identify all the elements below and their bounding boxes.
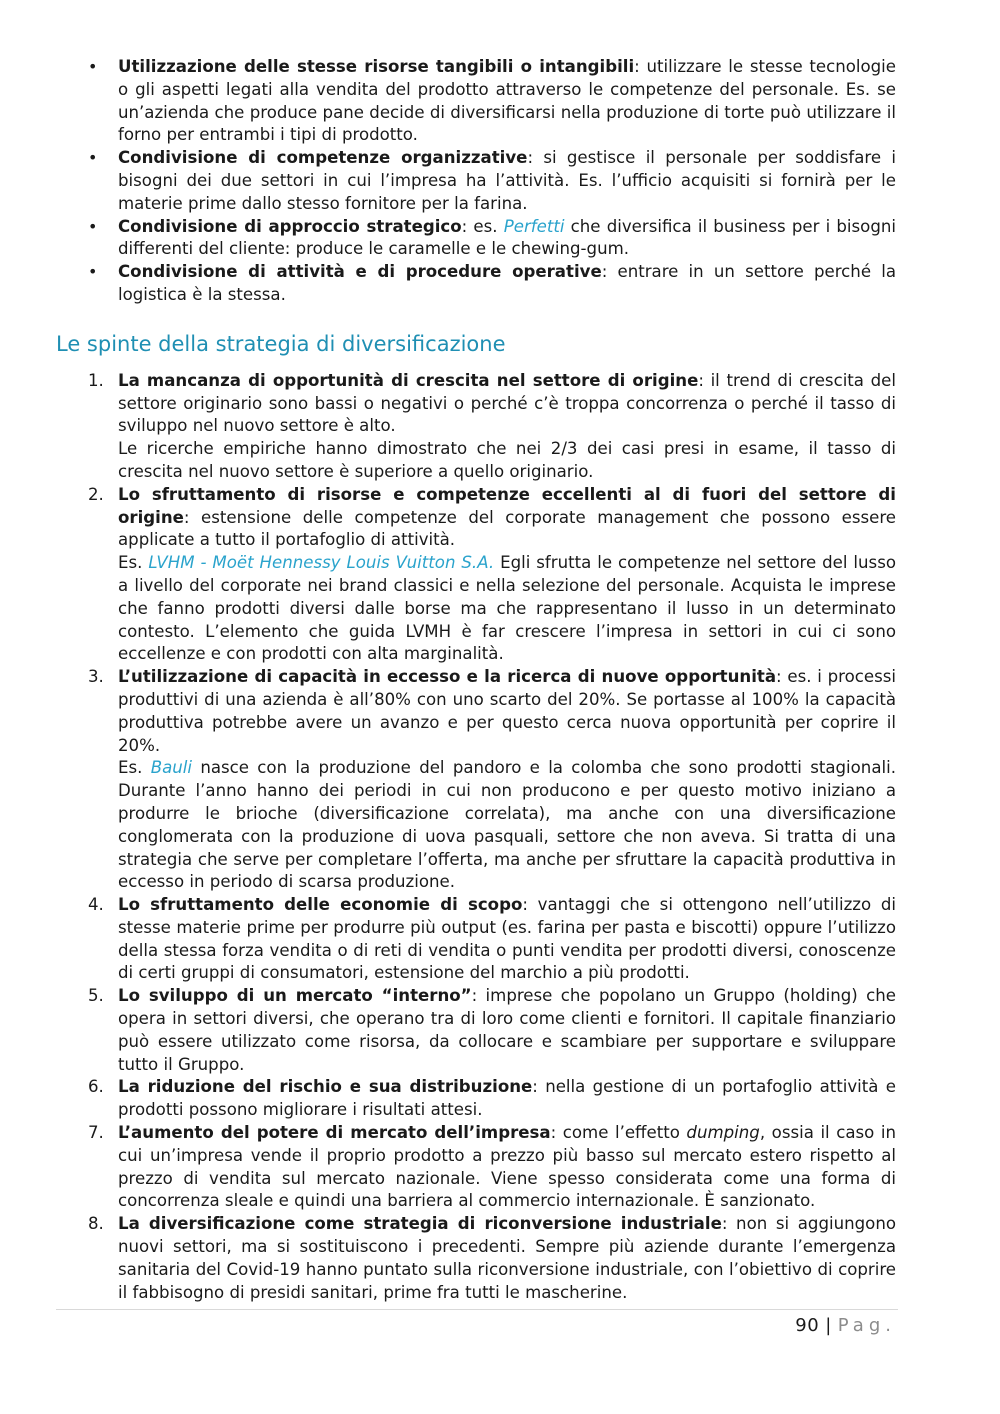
- item-paragraph: [118, 894, 896, 985]
- list-item: [88, 894, 896, 985]
- item-text: : es. i processi produttivi di una azienda è all’80% con uno scarto del 20%. Se portasse al 100% la capacità produttiva potrebbe avere un avanzo e per questo cerca nuova opportunità per coprire il 20%.: [118, 667, 897, 755]
- item-text: : vantaggi che si ottengono nell’utilizzo di stesse materie prime per produrre più output (es. farina per pasta e biscotti) oppure l’utilizzo della stessa forza vendita o di reti di vendita o punti vendita per prodotti diversi, conoscenze di certi gruppi di consumatori, estensione del marchio a più prodotti.: [118, 895, 896, 983]
- page-label: Pag.: [837, 1315, 896, 1336]
- item-paragraph: [118, 370, 896, 438]
- item-number: 6.: [88, 1077, 104, 1097]
- list-item: [88, 1076, 896, 1122]
- item-text: : estensione delle competenze del corporate management che possono essere applicate a tutto il portafoglio di attività.: [118, 507, 896, 550]
- item-number: 4.: [88, 895, 104, 915]
- item-paragraph: [118, 985, 896, 1076]
- item-text: : il trend di crescita del settore originario sono bassi o negativi o perché c’è troppa concorrenza o perché il tasso di sviluppo nel nuovo settore è alto.: [118, 370, 896, 436]
- item-paragraph: [118, 1076, 896, 1122]
- item-text: : nella gestione di un portafoglio attività e prodotti possono migliorare i risultati attesi.: [118, 1077, 896, 1120]
- example-prefix: Es.: [118, 758, 151, 778]
- list-item: [88, 216, 896, 262]
- page-content: [56, 56, 896, 1304]
- item-bold-lead: Utilizzazione delle stesse risorse tangibili o intangibili: [118, 57, 635, 76]
- item-bold-lead: L’aumento del potere di mercato dell’impresa: [118, 1123, 551, 1143]
- numbered-list: [56, 370, 896, 1305]
- italic-term: dumping: [686, 1123, 760, 1143]
- list-item: [88, 1122, 896, 1213]
- item-paragraph-2: Le ricerche empiriche hanno dimostrato che nei 2/3 dei casi presi in esame, il tasso di crescita nel nuovo settore è superiore a quello originario.: [118, 439, 896, 481]
- item-text: : utilizzare le stesse tecnologie o gli aspetti legati alla vendita del prodotto attraverso le competenze del personale. Es. se un’azienda che produce pane decide di diversificarsi nella produzione di torte può utilizzare il forno per entrambi i tipi di prodotto.: [118, 57, 897, 145]
- item-number: 5.: [88, 986, 104, 1006]
- item-text: : imprese che popolano un Gruppo (holding) che opera in settori diversi, che operano tra di loro come clienti e fornitori. Il capitale finanziario può essere utilizzato come risorsa, da collocare e scambiare per supportare e sviluppare tutto il Gruppo.: [118, 986, 896, 1074]
- item-bold-lead: Condivisione di competenze organizzative: [118, 148, 528, 168]
- item-number: 3.: [88, 667, 104, 687]
- section-heading: Le spinte della strategia di diversificazione: [56, 331, 506, 356]
- item-bold-lead: Condivisione di attività e di procedure operative: [118, 262, 602, 282]
- item-text: : entrare in un settore perché la logistica è la stessa.: [118, 262, 896, 304]
- page-number: 90: [795, 1315, 820, 1336]
- item-bold-lead: L’utilizzazione di capacità in eccesso e la ricerca di nuove opportunità: [118, 667, 777, 687]
- item-number: 1.: [88, 370, 104, 390]
- item-text: , ossia il caso in cui un’impresa vende il proprio prodotto a prezzo più basso sul mercato estero rispetto al prezzo di vendita sul mercato nazionale. Viene spesso considerata come una forma di concorrenza sleale e quindi una barriera al commercio internazionale. È sanzionato.: [118, 1123, 896, 1211]
- item-text-pre: : come l’effetto: [550, 1123, 687, 1143]
- item-number: 7.: [88, 1123, 104, 1143]
- example-text: Egli sfrutta le competenze nel settore del lusso a livello del corporate nei brand classici e nella selezione del personale. Acquista le imprese che fanno prodotti diversi dalle borse ma che rappresentano il lusso in un determinato contesto. L’elemento che guida LVMH è far crescere l’impresa in settori in cui ci sono eccellenze e con prodotti con alta marginalità.: [118, 553, 896, 664]
- item-paragraph: [118, 484, 896, 552]
- item-paragraph: [118, 1122, 896, 1213]
- item-bold-lead: La mancanza di opportunità di crescita nel settore di origine: [118, 370, 699, 390]
- item-paragraph: [118, 1213, 896, 1304]
- bullet-list: [56, 56, 896, 307]
- item-text: : si gestisce il personale per soddisfare i bisogni dei due settori in cui l’impresa ha l’attività. Es. l’ufficio acquisiti si fornirà per le materie prime dallo stesso fornitore per la farina.: [118, 148, 896, 213]
- list-item: [88, 147, 896, 215]
- item-text-pre: : es.: [461, 216, 504, 236]
- company-link[interactable]: LVHM - Moët Hennessy Louis Vuitton S.A.: [148, 553, 495, 573]
- item-text: : non si aggiungono nuovi settori, ma si sostituiscono i precedenti. Sempre più aziende durante l’emergenza sanitaria del Covid-19 hanno puntato sulla riconversione industriale, con l’obiettivo di coprire il fabbisogno di presidi sanitari, prime fra tutti le mascherine.: [118, 1214, 896, 1302]
- company-link[interactable]: Perfetti: [503, 216, 565, 236]
- list-item: [88, 484, 896, 666]
- bullet-icon: •: [88, 216, 98, 236]
- footer-divider: [56, 1309, 898, 1310]
- list-item: [88, 1213, 896, 1304]
- bullet-icon: •: [88, 262, 98, 282]
- example-prefix: Es.: [118, 553, 149, 573]
- item-paragraph-2: [118, 757, 896, 894]
- item-text: che diversifica il business per i bisogni differenti del cliente: produce le caramelle e le chewing-gum.: [118, 216, 896, 259]
- item-bold-lead: Lo sfruttamento delle economie di scopo: [118, 895, 523, 915]
- list-item: [88, 56, 897, 147]
- item-bold-lead: La diversificazione come strategia di riconversione industriale: [118, 1214, 722, 1234]
- item-bold-lead: La riduzione del rischio e sua distribuzione: [118, 1077, 533, 1097]
- list-item: [88, 985, 896, 1076]
- bullet-icon: •: [88, 57, 98, 76]
- footer-separator: |: [825, 1315, 832, 1336]
- item-number: 8.: [88, 1214, 104, 1234]
- bullet-icon: •: [88, 148, 98, 168]
- company-link[interactable]: Bauli: [150, 758, 193, 778]
- example-text: nasce con la produzione del pandoro e la colomba che sono prodotti stagionali. Durante l’anno hanno dei periodi in cui non producono e per questo motivo iniziano a produrre le brioche (diversificazione correlata), ma anche con una diversificazione conglomerata con la produzione di uova pasquali, settore che non aveva. Si tratta di una strategia che serve per completare l’offerta, ma anche per sfruttare la capacità produttiva in eccesso in periodo di scarsa produzione.: [118, 758, 896, 892]
- item-bold-lead: Lo sviluppo di un mercato “interno”: [118, 986, 472, 1006]
- item-paragraph: [118, 666, 896, 757]
- item-bold-lead: Lo sfruttamento di risorse e competenze eccellenti al di fuori del settore di origine: [118, 484, 896, 527]
- list-item: [88, 261, 896, 307]
- item-number: 2.: [88, 484, 104, 504]
- item-paragraph-2: [118, 552, 896, 666]
- page-footer: [795, 1315, 896, 1336]
- list-item: [88, 666, 897, 894]
- list-item: [88, 370, 896, 484]
- item-bold-lead: Condivisione di approccio strategico: [118, 216, 462, 236]
